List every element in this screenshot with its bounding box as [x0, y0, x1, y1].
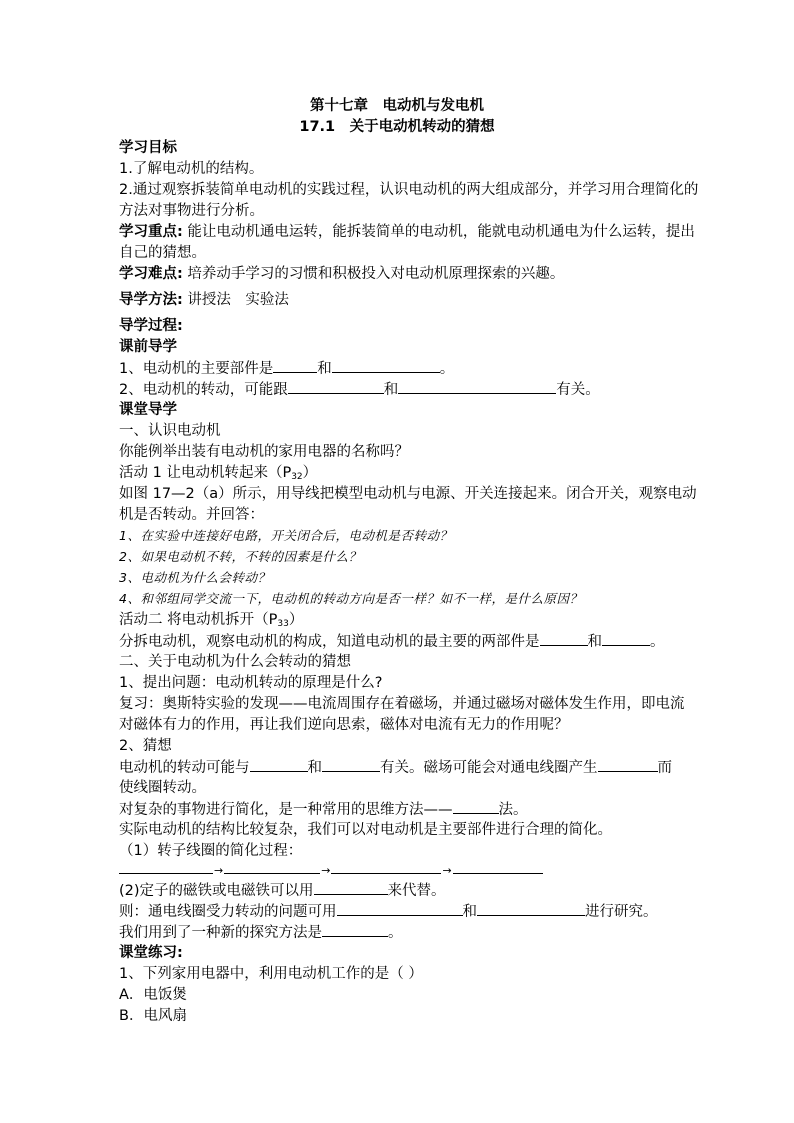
q2-end: 有关。 — [556, 382, 600, 398]
review-line1: 复习：奥斯特实验的发现——电流周围存在着磁场，并通过磁场对磁体发生作用，即电流 — [119, 696, 685, 712]
activity-question-3: 3、电动机为什么会转动？ — [119, 570, 271, 585]
key-points-line2: 自己的猜想。 — [119, 245, 206, 261]
answer-blank[interactable] — [322, 757, 380, 772]
answer-blank[interactable] — [453, 799, 499, 814]
method-label: 导学方法: — [119, 292, 183, 308]
objective-2-line2: 方法对事物进行分析。 — [119, 203, 264, 219]
answer-blank[interactable] — [598, 757, 658, 772]
activity-1-text: 活动 1 让电动机转起来（P — [119, 465, 292, 481]
difficulty-label: 学习难点: — [119, 266, 183, 282]
answer-blank[interactable] — [250, 757, 308, 772]
activity-1-close: ） — [302, 465, 318, 481]
objective-1: 1.了解电动机的结构。 — [119, 161, 264, 177]
option-a[interactable]: A．电饭煲 — [119, 987, 187, 1003]
pre-class-heading: 课前导学 — [119, 339, 177, 355]
guess-line2: 使线圈转动。 — [119, 780, 206, 796]
difficulty-text: 培养动手学习的习惯和积极投入对电动机原理探索的兴趣。 — [182, 266, 565, 282]
q1-and: 和 — [317, 361, 332, 377]
pre-class-q2 — [119, 379, 600, 400]
page-subscript: 33 — [277, 619, 289, 629]
section-title: 17.1 关于电动机转动的猜想 — [299, 119, 495, 135]
answer-blank[interactable] — [332, 358, 440, 373]
review-line2: 对磁体有力的作用，再让我们逆向思索，磁体对电流有无力的作用呢？ — [119, 717, 569, 733]
answer-blank[interactable] — [119, 859, 213, 874]
q2-text: 2、电动机的转动，可能跟 — [119, 382, 288, 398]
then-and: 和 — [462, 904, 477, 920]
method-used-text — [119, 922, 403, 943]
answer-blank[interactable] — [224, 859, 320, 874]
activity-question-4: 4、和邻组同学交流一下，电动机的转动方向是否一样？如不一样，是什么原因？ — [119, 591, 583, 606]
q2-and: 和 — [383, 382, 399, 398]
answer-blank[interactable] — [540, 631, 588, 646]
then-end: 进行研究。 — [585, 904, 658, 920]
process-label: 导学过程: — [119, 318, 183, 334]
part2-title: 二、关于电动机为什么会转动的猜想 — [119, 654, 351, 670]
q1-end: 。 — [439, 361, 455, 377]
disassemble-text — [119, 631, 665, 652]
guess-text-2: 有关。磁场可能会对通电线圈产生 — [380, 760, 598, 776]
option-b[interactable]: B．电风扇 — [119, 1008, 187, 1024]
arrow-icon: → — [214, 864, 224, 877]
disassemble-and: 和 — [587, 634, 602, 650]
guess-and: 和 — [307, 760, 322, 776]
activity-question-2: 2、如果电动机不转，不转的因素是什么？ — [119, 549, 362, 564]
key-points — [119, 222, 695, 242]
chapter-title: 第十七章 电动机与发电机 — [310, 98, 484, 114]
key-points-text: 能让电动机通电运转，能拆装简单的电动机，能就电动机通电为什么运转，提出 — [182, 224, 695, 240]
activity-question-1: 1、在实验中连接好电路，开关闭合后，电动机是否转动？ — [119, 528, 453, 543]
stator-text — [119, 880, 446, 901]
figure-instruction-2: 机是否转动。并回答： — [119, 507, 264, 523]
answer-blank[interactable] — [288, 379, 384, 394]
then-prompt: 则：通电线圈受力转动的问题可用 — [119, 904, 337, 920]
answer-blank[interactable] — [602, 631, 650, 646]
then-text — [119, 901, 658, 922]
method — [119, 290, 289, 310]
answer-blank[interactable] — [477, 901, 585, 916]
stator-end: 来代替。 — [387, 883, 446, 899]
page-subscript: 32 — [291, 472, 303, 482]
guess-line1 — [119, 757, 672, 778]
answer-blank[interactable] — [273, 358, 317, 373]
arrow-icon: → — [442, 864, 452, 877]
actual-structure: 实际电动机的结构比较复杂，我们可以对电动机是主要部件进行合理的简化。 — [119, 822, 612, 838]
stator-prompt: (2)定子的磁铁或电磁铁可以用 — [119, 883, 314, 899]
guess-title: 2、猜想 — [119, 738, 172, 754]
q1-text: 1、电动机的主要部件是 — [119, 361, 274, 377]
answer-blank[interactable] — [331, 859, 441, 874]
simplify-end: 法。 — [498, 802, 528, 818]
part1-question: 你能例举出装有电动机的家用电器的名称吗？ — [119, 444, 409, 460]
answer-blank[interactable] — [337, 901, 463, 916]
answer-blank[interactable] — [453, 859, 543, 874]
answer-blank[interactable] — [398, 379, 556, 394]
figure-instruction-1: 如图 17—2（a）所示，用导线把模型电动机与电源、开关连接起来。闭合开关，观察电动 — [119, 486, 697, 502]
simplify-prompt: 对复杂的事物进行简化，是一种常用的思维方法—— — [119, 802, 453, 818]
objective-2-line1: 2.通过观察拆装简单电动机的实践过程，认识电动机的两大组成部分，并学习用合理简化的 — [119, 182, 699, 198]
in-class-heading: 课堂导学 — [119, 402, 177, 418]
key-points-label: 学习重点: — [119, 224, 183, 240]
simplify-text — [119, 799, 528, 820]
activity-2-text: 活动二 将电动机拆开（P — [119, 612, 278, 628]
method-used-prompt: 我们用到了一种新的探究方法是 — [119, 925, 322, 941]
disassemble-end: 。 — [650, 634, 665, 650]
ask-question: 1、提出问题：电动机转动的原理是什么? — [119, 675, 383, 691]
part1-title: 一、认识电动机 — [119, 423, 221, 439]
method-text: 讲授法 实验法 — [182, 292, 289, 308]
activity-2-close: ） — [288, 612, 304, 628]
disassemble-prompt: 分拆电动机，观察电动机的构成，知道电动机的最主要的两部件是 — [119, 634, 540, 650]
guess-text: 电动机的转动可能与 — [119, 760, 250, 776]
difficulty — [119, 264, 564, 284]
pre-class-q1 — [119, 358, 454, 379]
practice-heading: 课堂练习: — [119, 945, 183, 961]
answer-blank[interactable] — [322, 922, 388, 937]
coil-simplification-chain — [119, 859, 543, 881]
answer-blank[interactable] — [314, 880, 388, 895]
practice-question-1: 1、下列家用电器中，利用电动机工作的是（ ） — [119, 966, 423, 982]
arrow-icon: → — [321, 864, 331, 877]
method-used-end: 。 — [388, 925, 403, 941]
coil-title: （1）转子线圈的简化过程： — [119, 843, 303, 859]
objectives-heading: 学习目标 — [119, 140, 177, 156]
guess-and-2: 而 — [657, 760, 672, 776]
